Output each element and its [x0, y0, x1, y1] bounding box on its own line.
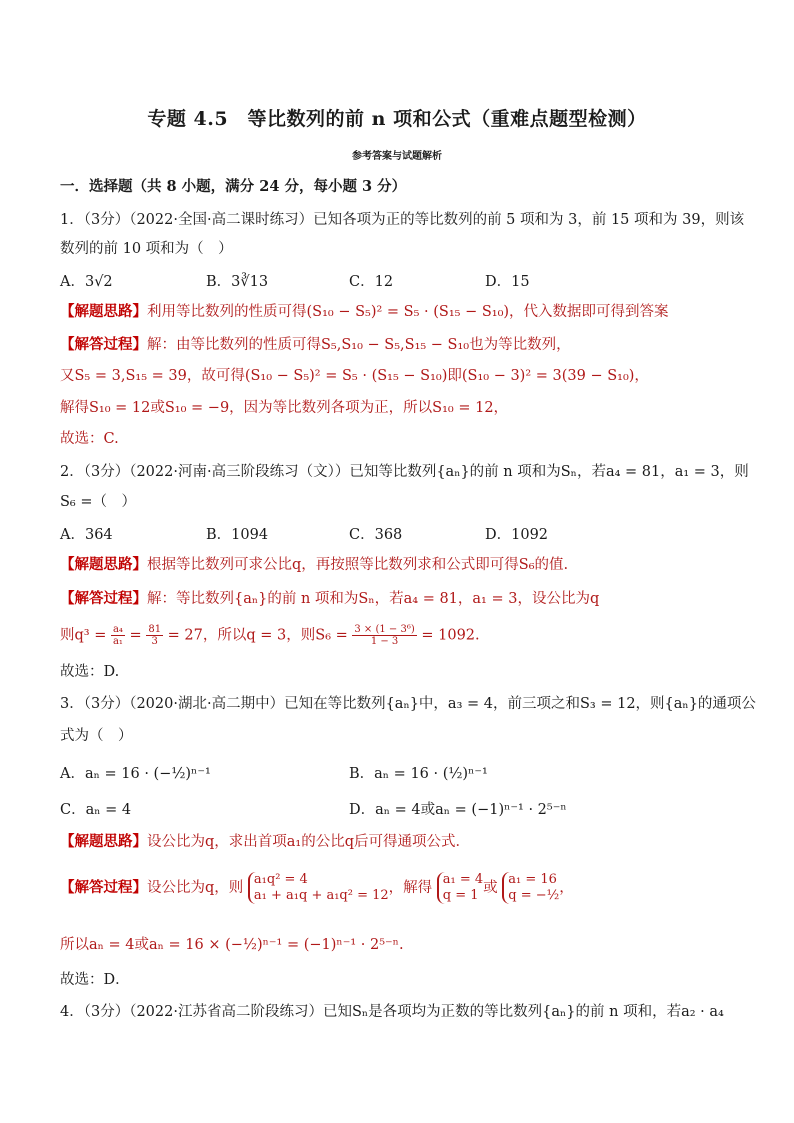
q1-idea — [60, 302, 669, 322]
q3-equation-2: a₁ + a₁q + a₁q² = 12 — [253, 888, 389, 903]
q3-solution-2 — [502, 872, 559, 904]
q3-idea-text: 设公比为q，求出首项a₁的公比q后可得通项公式． — [147, 834, 471, 850]
q2-answer: 故选：D. — [60, 664, 120, 680]
q2-proc2-part-b: = — [124, 627, 142, 644]
q1-process-tag: 【解答过程】 — [60, 336, 147, 353]
q1-stem-line2: 数列的前 10 项和为（ ） — [60, 241, 233, 257]
q2-stem-line2: S₆ =（ ） — [60, 494, 137, 510]
q1-option-b: B．3∛13 — [206, 274, 269, 290]
q3-option-b: B．aₙ = 16 · (½)ⁿ⁻¹ — [349, 766, 488, 782]
q3-process-line1 — [60, 872, 574, 904]
q3-stem-line2: 式为（ ） — [60, 728, 133, 744]
q3-stem-line1: 3．（3分）（2020·湖北·高二期中）已知在等比数列{aₙ}中，a₃ = 4，前三项之和S₃ = 12，则{aₙ}的通项公 — [60, 696, 756, 712]
q3-solution-1-a1: a₁ = 4 — [442, 872, 484, 887]
q1-idea-text: 利用等比数列的性质可得(S₁₀ − S₅)² = S₅ · (S₁₅ − S₁₀)，代入数据即可得到答案 — [147, 304, 669, 320]
q3-equation-system — [248, 872, 389, 904]
q2-fraction-2 — [146, 624, 163, 647]
q2-process-text1: 解：等比数列{aₙ}的前 n 项和为Sₙ，若a₄ = 81，a₁ = 3，设公比为q — [147, 591, 600, 607]
q2-fraction-1-num: a₄ — [112, 624, 123, 635]
q2-fraction-2-den: 3 — [151, 636, 158, 647]
q2-idea — [60, 555, 568, 575]
q3-option-a: A．aₙ = 16 · (−½)ⁿ⁻¹ — [60, 766, 211, 782]
q3-proc-part-a: 设公比为q，则 — [147, 880, 244, 896]
q3-process-line2: 所以aₙ = 4或aₙ = 16 × (−½)ⁿ⁻¹ = (−1)ⁿ⁻¹ · 2⁵⁻ⁿ. — [60, 937, 404, 953]
q3-solution-2-a1: a₁ = 16 — [508, 872, 557, 887]
q2-proc2-part-c: = 27，所以q = 3，则S₆ = — [163, 627, 348, 644]
q2-fraction-3-num: 3 × (1 − 3⁶) — [354, 624, 415, 635]
q3-option-c: C．aₙ = 4 — [60, 802, 132, 818]
section-heading: 一．选择题（共 8 小题，满分 24 分，每小题 3 分） — [60, 178, 407, 195]
document-title: 专题 4.5 等比数列的前 n 项和公式（重难点题型检测） — [147, 108, 647, 130]
q2-idea-tag: 【解题思路】 — [60, 556, 147, 573]
q1-stem-line1: 1．（3分）（2022·全国·高二课时练习）已知各项为正的等比数列的前 5 项和为 3，前 15 项和为 39，则该 — [60, 212, 745, 228]
q3-proc-part-c: 或 — [483, 880, 498, 896]
q2-idea-text: 根据等比数列可求公比q，再按照等比数列求和公式即可得S₆的值. — [147, 557, 569, 573]
q3-option-d: D．aₙ = 4或aₙ = (−1)ⁿ⁻¹ · 2⁵⁻ⁿ — [349, 802, 567, 818]
q3-process-tag: 【解答过程】 — [60, 879, 147, 896]
q2-process-tag: 【解答过程】 — [60, 590, 147, 607]
q2-option-d: D．1092 — [485, 527, 549, 543]
q1-idea-tag: 【解题思路】 — [60, 303, 147, 320]
q4-stem-line1: 4．（3分）（2022·江苏省高二阶段练习）已知Sₙ是各项均为正数的等比数列{aₙ}的前 n 项和，若a₂ · a₄ — [60, 1004, 724, 1020]
q2-process-line2 — [60, 624, 480, 647]
document-subtitle: 参考答案与试题解析 — [352, 151, 442, 162]
q2-process-line1 — [60, 589, 599, 609]
q1-option-a: A．3√2 — [60, 274, 113, 290]
q2-proc2-part-d: = 1092. — [416, 627, 480, 644]
q1-process-text1: 解：由等比数列的性质可得S₅,S₁₀ − S₅,S₁₅ − S₁₀也为等比数列， — [147, 337, 571, 353]
q2-stem-line1: 2．（3分）（2022·河南·高三阶段练习（文））已知等比数列{aₙ}的前 n 项和为Sₙ，若a₄ = 81，a₁ = 3，则 — [60, 464, 749, 480]
q3-solution-1-q: q = 1 — [442, 888, 479, 903]
q1-answer: 故选：C. — [60, 431, 119, 447]
q2-fraction-3 — [352, 624, 416, 647]
q1-process-line1 — [60, 335, 571, 355]
q2-fraction-3-den: 1 − 3 — [370, 636, 399, 647]
q3-proc-part-d: ， — [559, 880, 574, 896]
q1-process-line2: 又S₅ = 3,S₁₅ = 39，故可得(S₁₀ − S₅)² = S₅ · (S₁₅ − S₁₀)即(S₁₀ − 3)² = 3(39 − S₁₀)， — [60, 368, 649, 384]
q2-fraction-1 — [111, 624, 125, 647]
q3-solution-2-q: q = −½ — [508, 888, 560, 903]
q3-idea-tag: 【解题思路】 — [60, 833, 147, 850]
q2-fraction-1-den: a₁ — [112, 636, 123, 647]
q2-proc2-part-a: 则q³ = — [60, 627, 107, 644]
q3-equation-1: a₁q² = 4 — [253, 872, 308, 887]
q1-option-d: D．15 — [485, 274, 530, 290]
q1-option-c: C．12 — [349, 274, 394, 290]
q2-option-c: C．368 — [349, 527, 403, 543]
q3-solution-1 — [437, 872, 483, 904]
q3-idea — [60, 832, 470, 852]
q2-option-b: B．1094 — [206, 527, 269, 543]
q3-proc-part-b: ，解得 — [388, 880, 433, 896]
q1-process-line3: 解得S₁₀ = 12或S₁₀ = −9，因为等比数列各项为正，所以S₁₀ = 12， — [60, 400, 509, 416]
q2-option-a: A．364 — [60, 527, 113, 543]
q3-answer: 故选：D． — [60, 972, 130, 988]
q2-fraction-2-num: 81 — [148, 624, 162, 635]
